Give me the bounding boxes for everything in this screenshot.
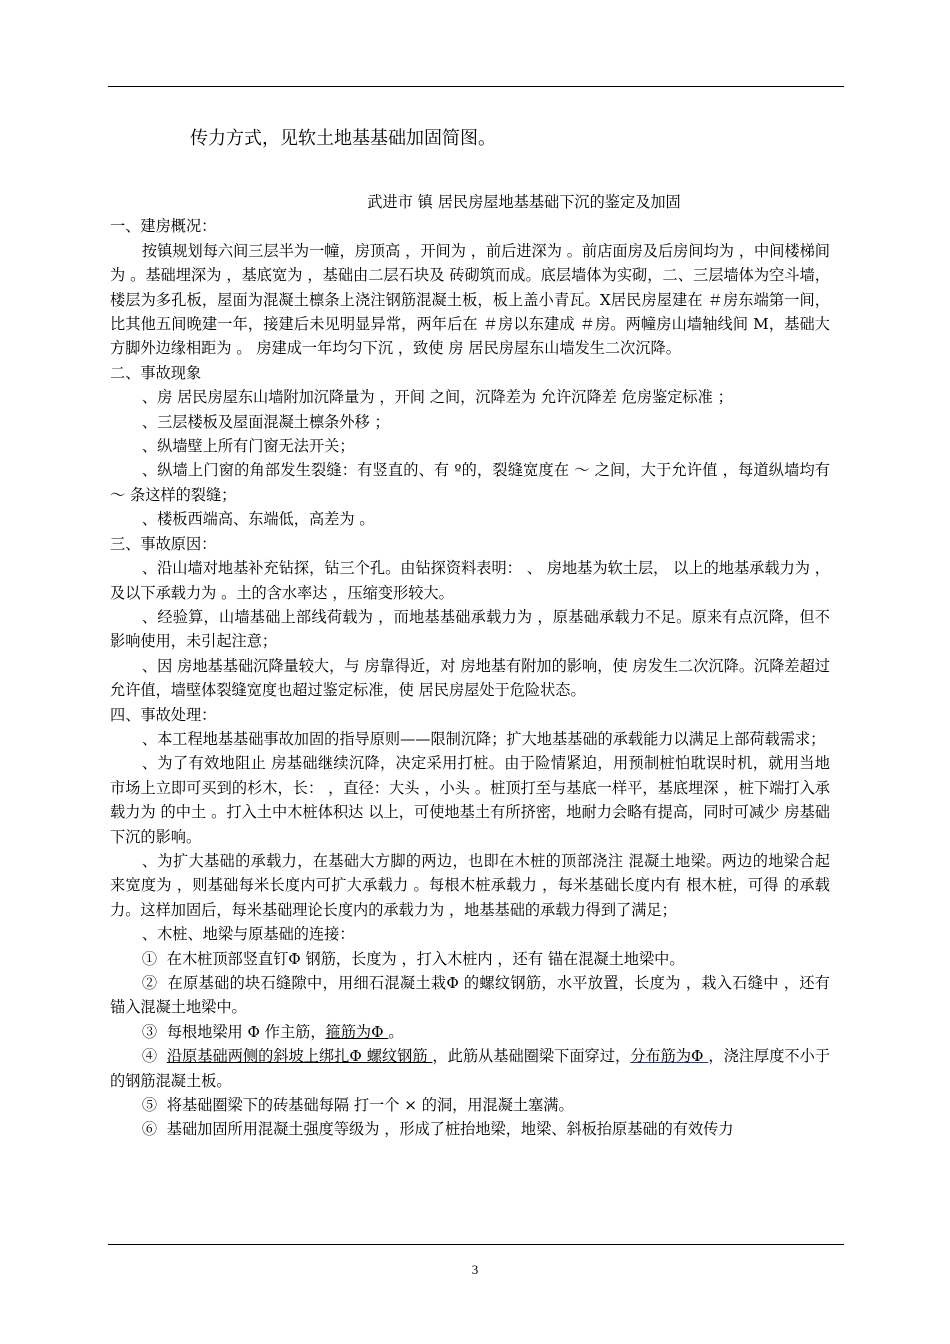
- numbered-item: [110, 947, 830, 971]
- paragraph: 、纵墙上门窗的角部发生裂缝：有竖直的、有 º的，裂缝宽度在 ～ 之间，大于允许值 ，每道纵墙均有 ～ 条这样的裂缝；: [110, 461, 830, 504]
- paragraph: 、本工程地基基础事故加固的指导原则——限制沉降；扩大地基基础的承载能力以满足上部荷载需求；: [141, 729, 826, 748]
- item-underlined-text: 沿原基础两侧的斜坡上绑扎Φ 螺纹钢筋: [166, 1047, 433, 1066]
- paragraph: 、为扩大基础的承载力，在基础大方脚的两边，也即在木桩的顶部浇注 混凝土地梁。两边的地梁合起来宽度为 ，则基础每米长度内可扩大承载力 。每根木桩承载力 ，每米基础长度内有 根木桩，可得 的承载力。这样加固后，每米基础理论长度内的承载力为 ，地基基础的承载力得到了满足；: [110, 851, 830, 919]
- numbered-item: [110, 1117, 830, 1141]
- item-text: ，此筋从基础圈梁下面穿过，: [432, 1047, 631, 1066]
- document-body: [110, 190, 830, 1142]
- section-heading: 四、事故处理：: [110, 705, 217, 724]
- item-marker: ①: [141, 949, 158, 968]
- section-heading: 二、事故现象: [110, 363, 202, 382]
- item-marker: ②: [141, 974, 158, 992]
- item-text: 每根地梁用 Φ 作主筋，: [166, 1022, 326, 1041]
- paragraph: 、楼板西端高、东端低，高差为 。: [141, 510, 375, 529]
- item-revision-underlined-text: 分布筋为Φ: [630, 1047, 709, 1066]
- paragraph: 、房 居民房屋东山墙附加沉降量为 ，开间 之间，沉降差为 允许沉降差 危房鉴定标准 ；: [141, 388, 733, 407]
- item-marker: ⑥: [141, 1120, 158, 1139]
- section-heading: 一、建房概况：: [110, 217, 217, 236]
- item-marker: ④: [141, 1047, 158, 1066]
- document-title: 武进市 镇 居民房屋地基基础下沉的鉴定及加固: [367, 193, 681, 211]
- footer-rule: [108, 1244, 844, 1245]
- paragraph: 、经验算，山墙基础上部线荷载为 ，而地基基础承载力为 ，原基础承载力不足。原来有点沉降，但不影响使用，未引起注意；: [110, 607, 830, 651]
- lead-line: 传力方式，见软土地基基础加固简图。: [190, 128, 496, 149]
- item-marker: ⑤: [141, 1096, 158, 1115]
- numbered-item: [110, 1020, 830, 1044]
- item-underlined-text: 箍筋为Φ: [325, 1022, 389, 1041]
- paragraph: 、纵墙壁上所有门窗无法开关；: [141, 437, 355, 456]
- paragraph: 、三层楼板及屋面混凝土檩条外移 ；: [141, 412, 390, 431]
- item-text: 基础加固所用混凝土强度等级为 ，形成了桩抬地梁，地梁、斜板抬原基础的有效传力: [166, 1120, 734, 1139]
- numbered-item: [110, 1093, 830, 1117]
- numbered-item: [110, 1044, 830, 1093]
- item-text: ，浇注厚度不小于 的钢筋混凝土板。: [110, 1047, 831, 1090]
- header-rule: [108, 86, 844, 87]
- item-marker: ③: [141, 1022, 158, 1041]
- item-text: 在原基础的块石缝隙中，用细石混凝土栽Φ 的螺纹钢筋，水平放置，长度为 ，栽入石缝中 ，还有 锚入混凝土地梁中。: [110, 974, 830, 1017]
- page-number: 3: [471, 1262, 479, 1277]
- numbered-item: [110, 971, 830, 1020]
- item-text: 将基础圈梁下的砖基础每隔 打一个 × 的洞，用混凝土塞满。: [166, 1096, 574, 1115]
- paragraph: 、木桩、地梁与原基础的连接：: [141, 925, 355, 944]
- item-text: 。: [388, 1022, 404, 1041]
- item-text: 在木桩顶部竖直钉Φ 钢筋，长度为 ，打入木桩内 ，还有 锚在混凝土地梁中。: [166, 949, 685, 968]
- paragraph: 、为了有效地阻止 房基础继续沉降，决定采用打桩。由于险情紧迫，用预制桩怕耽误时机，就用当地市场上立即可买到的杉木，长： ，直径：大头 ，小头 。桩顶打至与基底一样平，基底埋深 ，桩下端打入承载力为 的中土 。打入土中木桩体积达 以上，可使地基土有所挤密，地耐力会略有提高，同时可减少 房基础下沉的影响。: [110, 754, 830, 846]
- paragraph: 、因 房地基基础沉降量较大，与 房靠得近，对 房地基有附加的影响，使 房发生二次沉降。沉降差超过允许值，墙壁体裂缝宽度也超过鉴定标准，使 居民房屋处于危险状态。: [110, 656, 830, 700]
- paragraph: 、沿山墙对地基补充钻探，钻三个孔。由钻探资料表明： 、 房地基为软土层， 以上的地基承载力为 ， 及以下承载力为 。土的含水率达 ，压缩变形较大。: [110, 559, 830, 602]
- section-heading: 三、事故原因：: [110, 534, 217, 553]
- paragraph: 按镇规划每六间三层半为一幢，房顶高 ，开间为 ，前后进深为 。前店面房及后房间均为 ，中间楼梯间为 。基础埋深为 ，基底宽为 ，基础由二层石块及 砖砌筑而成。底层墙体为实砌，二、三层墙体为空斗墙，楼层为多孔板，屋面为混凝土檩条上浇注钢筋混凝土板，板上盖小青瓦。X居民房屋建在 ＃房东端第一间，比其他五间晚建一年，接建后未见明显异常，两年后在 ＃房以东建成 ＃房。两幢房山墙轴线间 M，基础大方脚外边缘相距为 。 房建成一年均匀下沉 ，致使 房 居民房屋东山墙发生二次沉降。: [110, 241, 830, 358]
